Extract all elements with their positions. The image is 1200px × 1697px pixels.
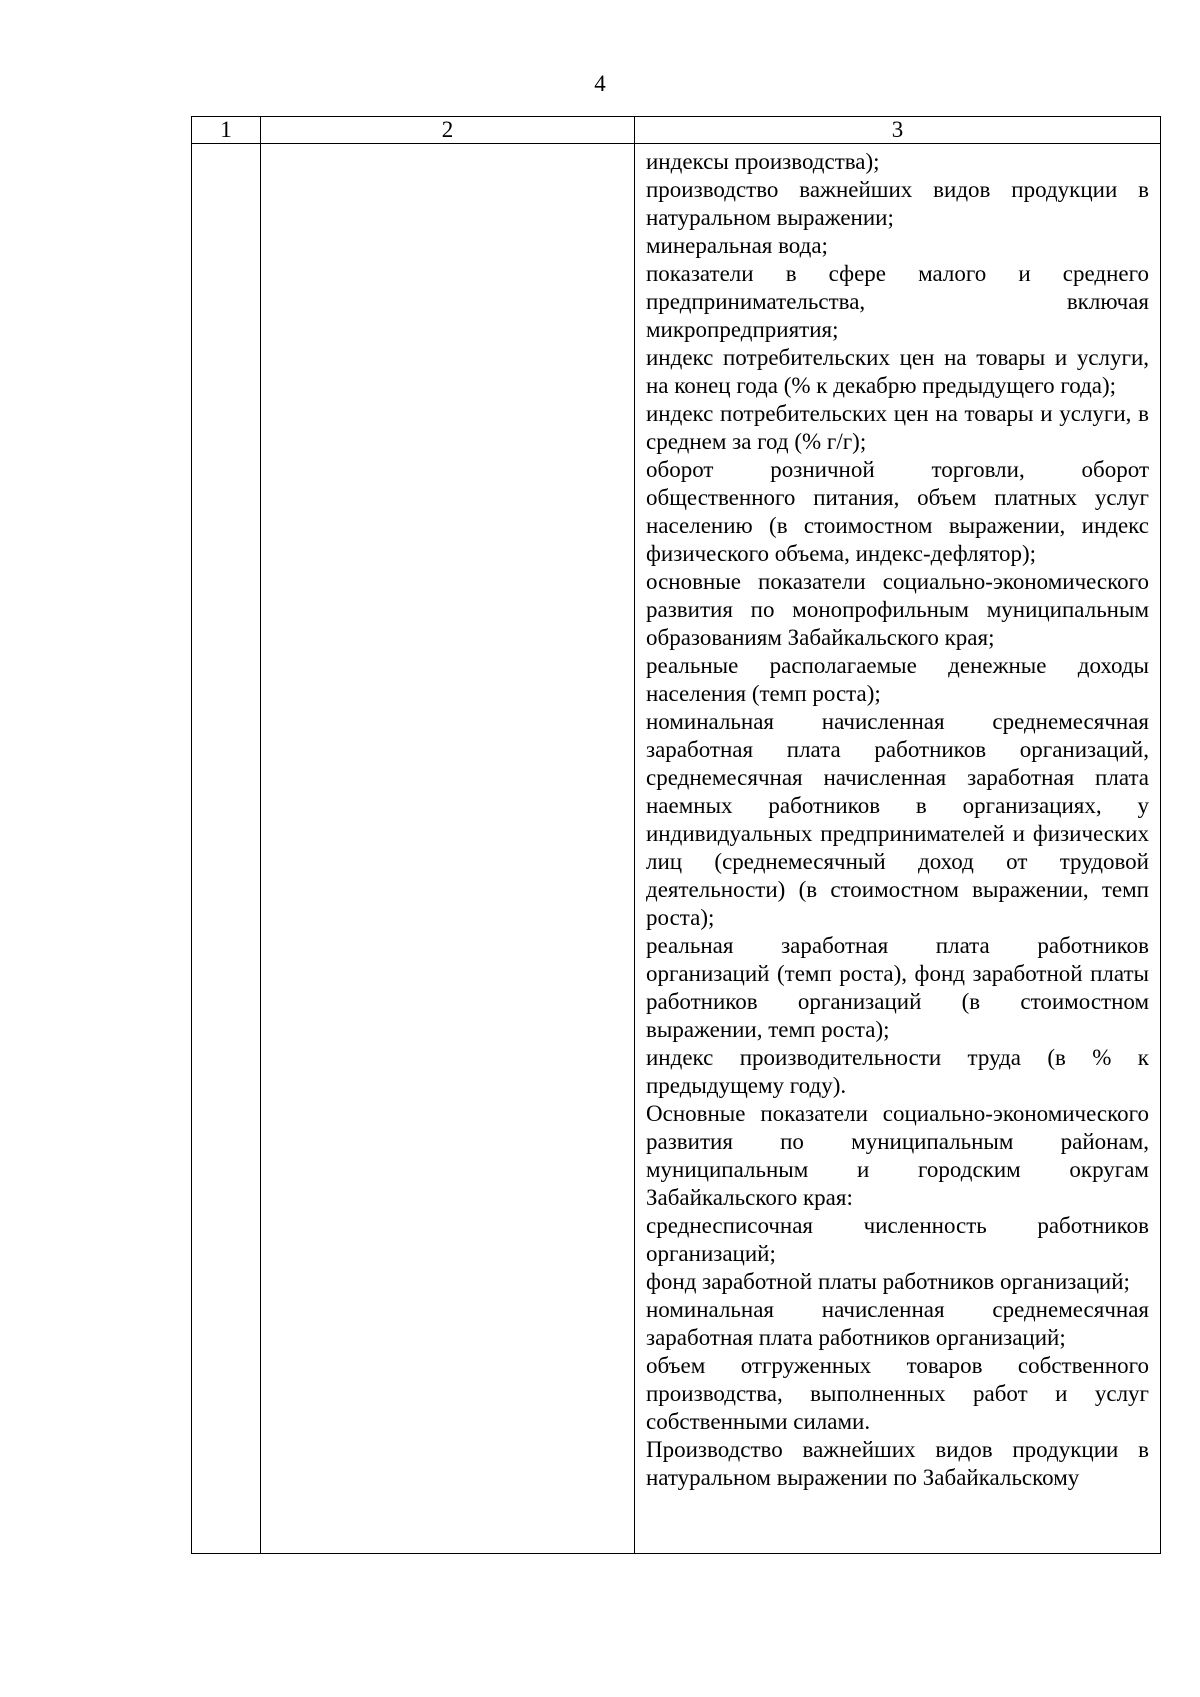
cell-col-2 xyxy=(261,144,635,1554)
data-table xyxy=(191,116,1161,1554)
list-item: Производство важнейших видов продукции в натуральном выражении по Забайкальскому xyxy=(646,1437,1149,1490)
list-item: индекс потребительских цен на товары и услуги, в среднем за год (% г/г); xyxy=(646,401,1149,454)
list-item: оборот розничной торговли, оборот общественного питания, объем платных услуг населению (в стоимостном выражении, индекс физического объема, индекс-дефлятор); xyxy=(646,457,1149,566)
table-row xyxy=(192,144,1161,1554)
list-item: номинальная начисленная среднемесячная заработная плата работников организаций; xyxy=(646,1297,1149,1350)
list-item: производство важнейших видов продукции в натуральном выражении; xyxy=(646,177,1149,230)
list-item: реальная заработная плата работников организаций (темп роста), фонд заработной платы работников организаций (в стоимостном выражении, темп роста); xyxy=(646,933,1149,1042)
list-item: индекс производительности труда (в % к предыдущему году). xyxy=(646,1045,1149,1098)
list-item: объем отгруженных товаров собственного производства, выполненных работ и услуг собственными силами. xyxy=(646,1353,1149,1434)
column-header-3: 3 xyxy=(635,117,1161,144)
page-number: 4 xyxy=(594,71,606,96)
list-item: номинальная начисленная среднемесячная заработная плата работников организаций, среднемесячная начисленная заработная плата наемных работников в организациях, у индивидуальных предпринимателей и физических лиц (среднемесячный доход от трудовой деятельности) (в стоимостном выражении, темп роста); xyxy=(646,709,1149,930)
column-header-2: 2 xyxy=(261,117,635,144)
list-item: индексы производства); xyxy=(646,149,880,174)
list-item: среднесписочная численность работников организаций; xyxy=(646,1213,1149,1266)
list-item: минеральная вода; xyxy=(646,233,828,258)
cell-col-3 xyxy=(635,144,1161,1554)
list-item: индекс потребительских цен на товары и услуги, на конец года (% к декабрю предыдущего года); xyxy=(646,345,1149,398)
cell-col-1 xyxy=(192,144,261,1554)
list-item: показатели в сфере малого и среднего предпринимательства, включая микропредприятия; xyxy=(646,261,1149,342)
list-item: Основные показатели социально-экономического развития по муниципальным районам, муниципальным и городским округам Забайкальского края: xyxy=(646,1101,1149,1210)
list-item: основные показатели социально-экономического развития по монопрофильным муниципальным образованиям Забайкальского края; xyxy=(646,569,1149,650)
column-header-1: 1 xyxy=(192,117,261,144)
table-header-row xyxy=(192,117,1161,144)
list-item: фонд заработной платы работников организаций; xyxy=(646,1269,1130,1294)
list-item: реальные располагаемые денежные доходы населения (темп роста); xyxy=(646,653,1149,706)
